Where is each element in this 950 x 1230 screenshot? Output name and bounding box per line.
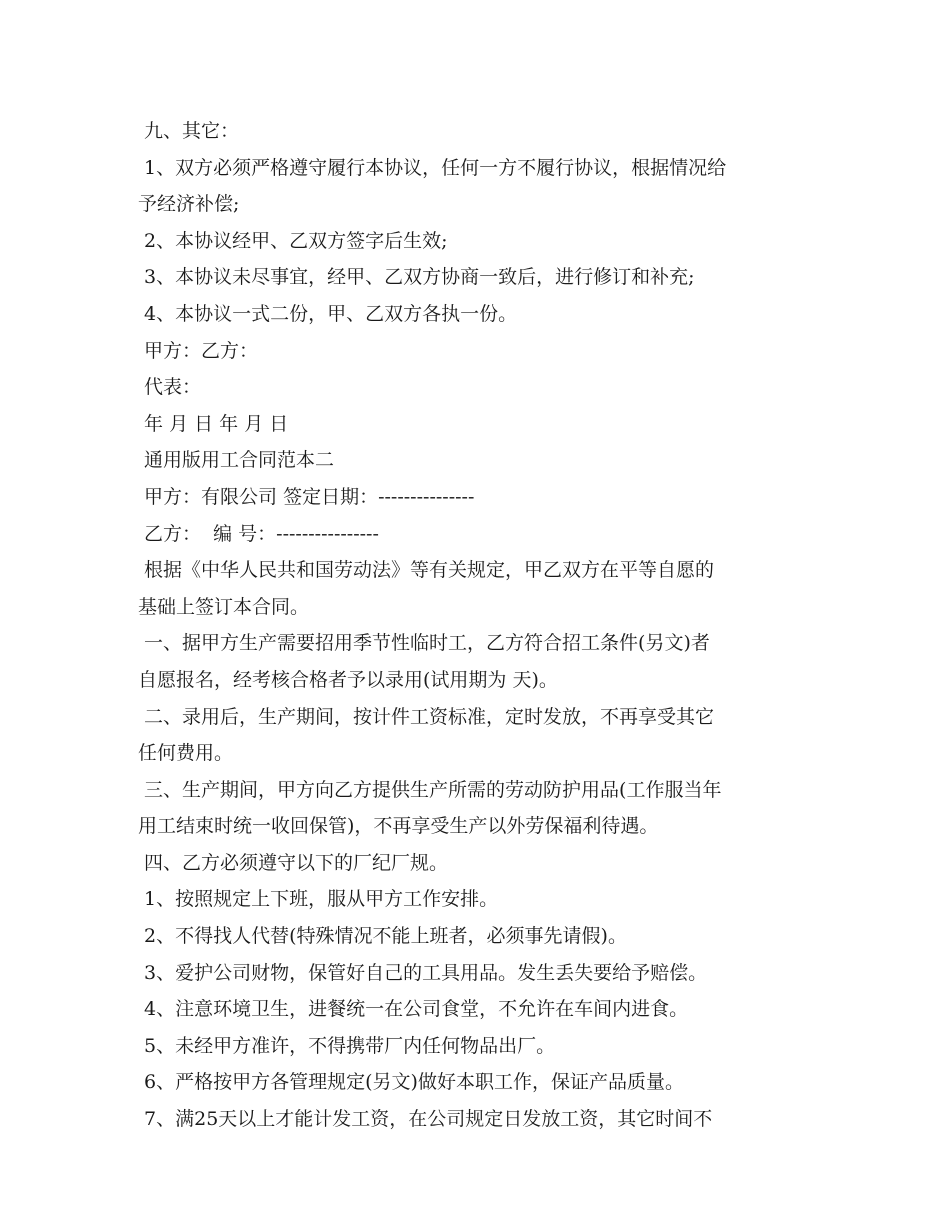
text-line: 乙方： 编 号：----------------	[138, 522, 379, 545]
text-line: 二、录用后，生产期间，按计件工资标准，定时发放，不再享受其它	[138, 705, 715, 728]
text-line: 2、不得找人代替(特殊情况不能上班者，必须事先请假)。	[138, 925, 627, 948]
text-line: 用工结束时统一收回保管)，不再享受生产以外劳保福利待遇。	[138, 815, 659, 838]
text-line: 3、爱护公司财物，保管好自己的工具用品。发生丢失要给予赔偿。	[138, 961, 708, 984]
text-line: 任何费用。	[138, 742, 234, 765]
text-line: 予经济补偿;	[138, 193, 240, 216]
text-line: 一、据甲方生产需要招用季节性临时工，乙方符合招工条件(另文)者	[138, 632, 710, 655]
document-body	[138, 113, 818, 1138]
text-line: 年 月 日 年 月 日	[138, 412, 289, 435]
text-line: 三、生产期间，甲方向乙方提供生产所需的劳动防护用品(工作服当年	[138, 778, 722, 801]
text-line: 6、严格按甲方各管理规定(另文)做好本职工作，保证产品质量。	[138, 1071, 684, 1094]
text-line: 5、未经甲方准许，不得携带厂内任何物品出厂。	[138, 1034, 556, 1057]
text-line: 九、其它：	[138, 120, 240, 142]
text-line: 甲方：有限公司 签定日期：---------------	[138, 485, 475, 508]
section-title: 通用版用工合同范本二	[138, 449, 335, 472]
text-line: 四、乙方必须遵守以下的厂纪厂规。	[138, 851, 449, 874]
text-line: 7、满25天以上才能计发工资，在公司规定日发放工资，其它时间不	[138, 1108, 713, 1131]
text-line: 自愿报名，经考核合格者予以录用(试用期为 天)。	[138, 668, 558, 691]
text-line: 4、本协议一式二份，甲、乙双方各执一份。	[138, 302, 518, 325]
text-line: 基础上签订本合同。	[138, 595, 310, 618]
text-line: 4、注意环境卫生，进餐统一在公司食堂，不允许在车间内进食。	[138, 998, 689, 1021]
text-line: 2、本协议经甲、乙双方签字后生效;	[138, 229, 448, 252]
text-line: 1、双方必须严格遵守履行本协议，任何一方不履行协议，根据情况给	[138, 156, 727, 179]
text-line: 甲方：乙方：	[138, 339, 259, 362]
text-line: 代表：	[138, 376, 202, 399]
text-line: 根据《中华人民共和国劳动法》等有关规定，甲乙双方在平等自愿的	[138, 559, 715, 582]
text-line: 1、按照规定上下班，服从甲方工作安排。	[138, 888, 499, 911]
text-line: 3、本协议未尽事宜，经甲、乙双方协商一致后，进行修订和补充;	[138, 266, 695, 289]
